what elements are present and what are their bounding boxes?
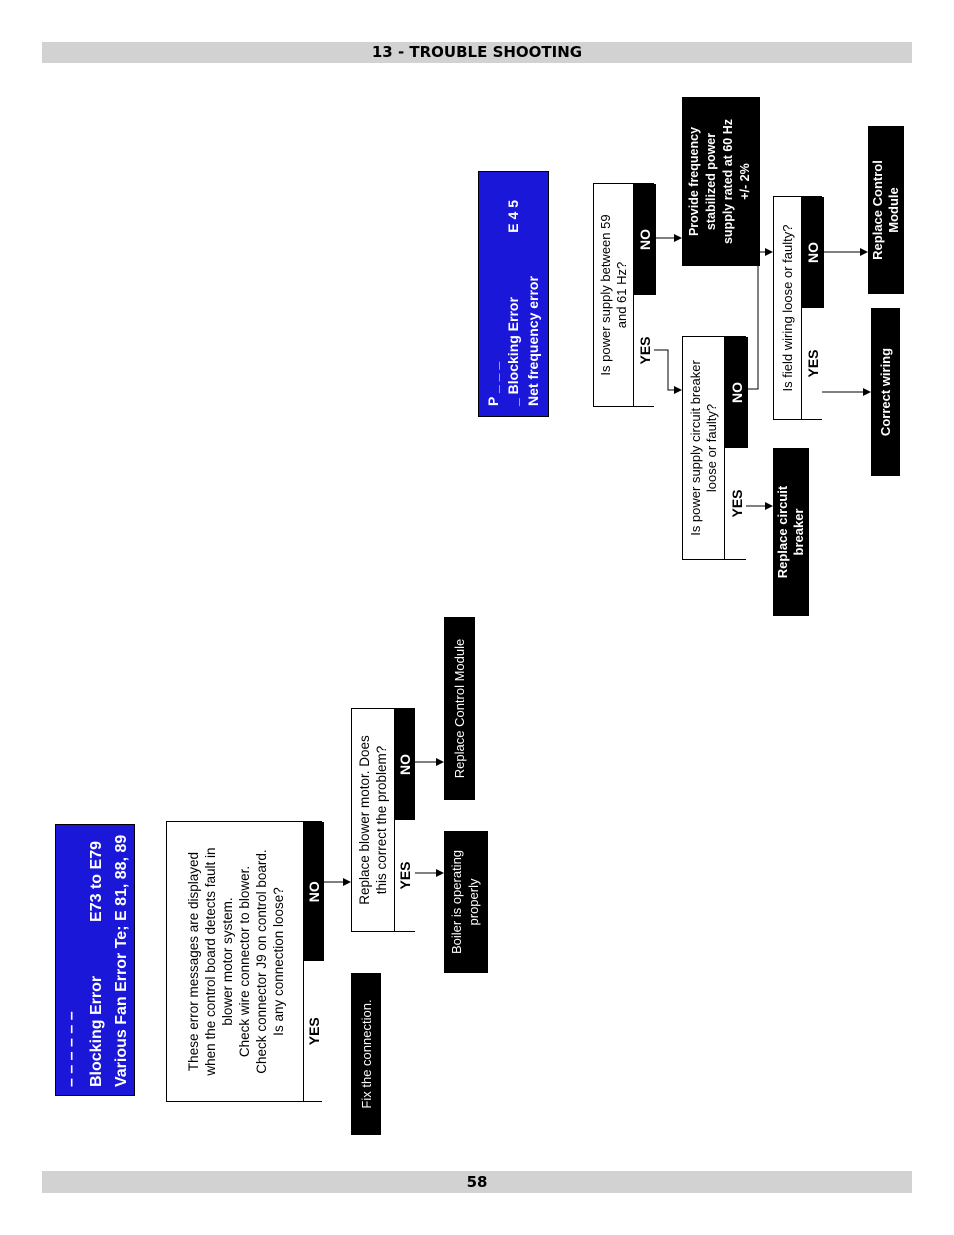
freq-q3-yes: YES	[802, 308, 824, 419]
freq-q2-line: loose or faulty?	[703, 403, 719, 493]
fan-q1-line: Is any connection loose?	[271, 887, 286, 1036]
freq-error-title: _ Blocking Error	[505, 297, 521, 406]
replace-breaker-line: Replace circuit	[775, 485, 790, 579]
fan-q1-line: Check wire connector to blower.	[237, 865, 252, 1058]
fan-error-dashes: – – – – – –	[63, 1011, 80, 1087]
provide-frequency-line: stabilized power	[704, 132, 718, 231]
provide-frequency-line: supply rated at 60 Hz	[721, 118, 735, 245]
freq-error-prompt: P _ _ _	[485, 361, 501, 406]
fan-q2-line: Replace blower motor. Does	[357, 735, 372, 905]
provide-frequency-line: Provide frequency	[687, 126, 701, 237]
correct-wiring-label: Correct wiring	[878, 347, 893, 437]
fan-q1-line: when the control board detects fault in	[203, 847, 218, 1076]
arrow-fq1-yes	[654, 350, 681, 390]
fan-error-detail: Various Fan Error Te; E 81, 88, 89	[113, 834, 130, 1087]
freq-q3-line: Is field wiring loose or faulty?	[780, 224, 795, 392]
freq-replace-module-line: Module	[886, 187, 901, 233]
fan-q1-yes: YES	[304, 962, 324, 1102]
freq-q1-line: Is power supply between 59	[597, 214, 613, 376]
boiler-ok-line: Boiler is operating	[449, 849, 464, 955]
fix-connection-label: Fix the connection.	[358, 999, 374, 1109]
fan-error-codes: E73 to E79	[88, 841, 105, 922]
fan-q1-line: Check connector J9 on control board.	[254, 849, 269, 1074]
replace-breaker-line: breaker	[791, 508, 806, 556]
fan-q2-no: NO	[395, 709, 415, 820]
page-number: 58	[42, 1171, 912, 1193]
fan-error-title: Blocking Error	[88, 975, 105, 1087]
freq-q2-line: Is power supply circuit breaker	[687, 360, 703, 536]
fan-q1-line: These error messages are displayed	[186, 851, 201, 1072]
freq-q3-no: NO	[802, 197, 824, 308]
arrow-fq2-no	[746, 252, 772, 389]
freq-replace-module-line: Replace Control	[870, 160, 885, 260]
freq-q1-line: and 61 Hz?	[613, 261, 629, 329]
freq-q1-yes: YES	[634, 295, 656, 406]
freq-error-code: E 4 5	[505, 200, 521, 233]
freq-q2-yes: YES	[725, 448, 748, 559]
fan-q2-yes: YES	[395, 820, 415, 931]
boiler-ok-line: properly	[466, 878, 481, 926]
fan-q1-no: NO	[304, 822, 324, 962]
fan-q2-line: this correct the problem?	[374, 745, 389, 895]
fan-replace-module-label: Replace Control Module	[452, 638, 467, 779]
fan-q1-line: blower motor system.	[220, 897, 235, 1026]
provide-frequency-line: +/- 2%	[738, 163, 752, 200]
freq-q2-no: NO	[725, 337, 748, 448]
freq-error-detail: Net frequency error	[525, 276, 541, 406]
freq-q1-no: NO	[634, 184, 656, 295]
page-header: 13 - TROUBLE SHOOTING	[42, 42, 912, 63]
